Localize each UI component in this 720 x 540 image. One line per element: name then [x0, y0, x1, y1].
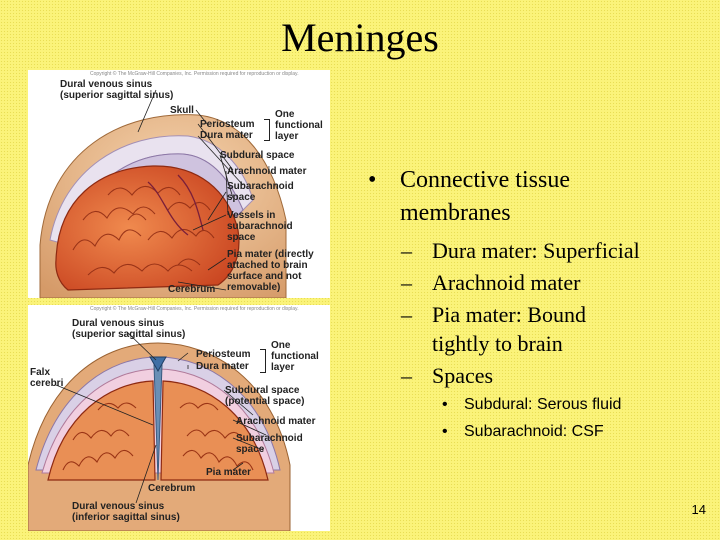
label-potential-space: (potential space) [225, 396, 305, 407]
label-periosteum: Periosteum [200, 119, 255, 130]
sub-sub-bullet-subarachnoid [368, 421, 708, 442]
slide-title: Meninges [281, 15, 439, 60]
label-vessels-2: subarachnoid [227, 221, 293, 232]
sub-bullet-text: Spaces [432, 363, 494, 388]
label-cerebrum: Cerebrum [168, 284, 216, 295]
label-one-functional-layer-2: functional [275, 120, 323, 131]
label-arachnoid-mater: Arachnoid mater [227, 166, 307, 177]
label-arachnoid-mater: Arachnoid mater [236, 416, 316, 427]
label-subarachnoid-space-1: Subarachnoid [236, 433, 303, 444]
bullet-marker: • [442, 396, 448, 413]
sub-bullet-dura [368, 236, 708, 265]
label-subdural-space: Subdural space [225, 385, 300, 396]
sub-sub-bullet-subdural [368, 394, 708, 415]
label-vessels-1: Vessels in [227, 210, 276, 221]
label-cerebrum: Cerebrum [148, 483, 196, 494]
sub-sub-bullet-text: Subarachnoid: CSF [464, 423, 604, 440]
sub-bullet-text-line-2: tightly to brain [432, 331, 563, 356]
sub-sub-bullet-text: Subdural: Serous fluid [464, 396, 622, 413]
layer-bracket [264, 119, 270, 141]
label-vessels-3: space [227, 232, 256, 243]
sub-bullet-arachnoid [368, 268, 708, 297]
label-inferior-sagittal-sinus: (inferior sagittal sinus) [72, 512, 180, 523]
label-one-functional-layer-2: functional [271, 351, 319, 362]
bullet-marker: • [442, 423, 448, 440]
bullet-text-line-2: membranes [400, 200, 511, 226]
label-pia-mater-4: removable) [227, 282, 281, 293]
label-superior-sagittal-sinus: (superior sagittal sinus) [60, 90, 174, 101]
bullet-marker: • [368, 167, 377, 193]
label-one-functional-layer-1: One [275, 109, 295, 120]
label-subarachnoid-space-2: space [236, 444, 265, 455]
label-pia-mater-1: Pia mater (directly [227, 249, 314, 260]
layer-bracket [260, 349, 266, 373]
bullet-connective-tissue [368, 164, 708, 230]
label-subarachnoid-space-2: space [227, 192, 256, 203]
dash-marker: – [401, 270, 412, 295]
copyright-notice: Copyright © The McGraw-Hill Companies, Inc. Permission required for reproduction or display. [90, 306, 299, 312]
label-falx-cerebri-1: Falx [30, 367, 51, 378]
label-dura-mater: Dura mater [196, 361, 249, 372]
sub-bullet-text: Dura mater: Superficial [432, 238, 640, 263]
label-pia-mater: Pia mater [206, 467, 252, 478]
sub-bullet-pia [368, 300, 708, 358]
sub-bullet-spaces [368, 361, 708, 390]
label-pia-mater-3: surface and not [227, 271, 302, 282]
label-falx-cerebri-2: cerebri [30, 378, 64, 389]
label-skull: Skull [170, 105, 194, 116]
label-pia-mater-2: attached to brain [227, 260, 308, 271]
label-dura-mater: Dura mater [200, 130, 253, 141]
sub-bullet-text: Arachnoid mater [432, 270, 581, 295]
label-superior-sagittal-sinus: (superior sagittal sinus) [72, 329, 186, 340]
label-one-functional-layer-3: layer [271, 362, 295, 373]
label-subdural-space: Subdural space [220, 150, 295, 161]
page-number: 14 [691, 502, 706, 517]
dash-marker: – [401, 363, 412, 388]
label-dural-venous-sinus: Dural venous sinus [60, 79, 153, 90]
dash-marker: – [401, 238, 412, 263]
bullet-list [368, 164, 708, 442]
label-dural-venous-sinus-inferior: Dural venous sinus [72, 501, 165, 512]
bullet-text-line-1: Connective tissue [400, 167, 570, 193]
label-one-functional-layer-3: layer [275, 131, 299, 142]
meninges-3d-illustration [28, 70, 330, 298]
sub-bullet-text-line-1: Pia mater: Bound [432, 302, 586, 327]
label-one-functional-layer-1: One [271, 340, 291, 351]
label-subarachnoid-space-1: Subarachnoid [227, 181, 294, 192]
label-dural-venous-sinus: Dural venous sinus [72, 318, 165, 329]
copyright-notice: Copyright © The McGraw-Hill Companies, Inc. Permission required for reproduction or display. [90, 71, 299, 77]
meninges-cross-section-illustration [28, 305, 330, 531]
label-periosteum: Periosteum [196, 349, 251, 360]
dash-marker: – [401, 302, 412, 327]
